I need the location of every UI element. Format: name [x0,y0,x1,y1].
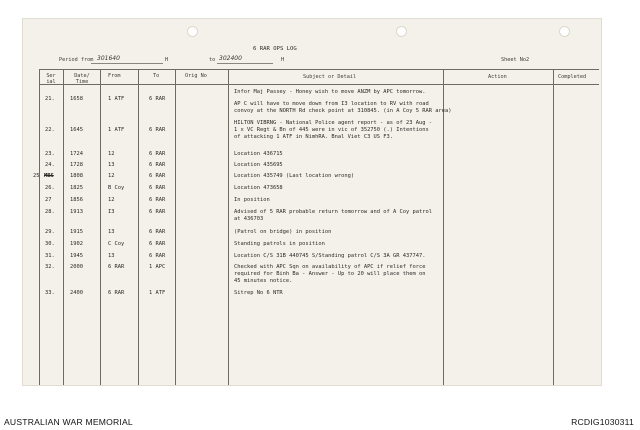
to-cell: 1 ATF [149,290,166,296]
detail-line: convoy at the NORTH Rd check point at 310845. (in A Coy 5 RAR area) [234,108,452,114]
serial-cell: 25 [33,173,40,179]
to-cell: 6 RAR [149,197,166,203]
serial-cell: 32. [45,264,55,270]
serial-cell: 33. [45,290,55,296]
column-header-completed: Completed [558,74,587,80]
period-to-h: H [281,57,285,63]
serial-cell: 28. [45,209,55,215]
unit-title: 6 RAR OPS LOG [253,46,297,52]
detail-line: Infor Maj Passey - Honey wish to move ANZM by APC tomorrow. [234,89,426,95]
to-cell: 6 RAR [149,127,166,133]
serial-cell: 23. [45,151,55,157]
period-to-value: 302400 [219,55,242,62]
log-sheet [22,18,602,386]
column-header-from: From [108,73,121,79]
from-cell: 6 RAR [108,290,125,296]
serial-cell: 29. [45,229,55,235]
detail-line: In position [234,197,270,203]
sheet-number: Sheet No2 [501,57,530,63]
to-cell: 6 RAR [149,229,166,235]
serial-cell: 30. [45,241,55,247]
to-cell: 6 RAR [149,185,166,191]
column-header-to: To [153,73,160,79]
detail-line: Advised of 5 RAR probable return tomorrow and of A Coy patrol [234,209,432,215]
to-cell: 6 RAR [149,162,166,168]
time-cell: 1808 [70,173,83,179]
period-label: Period from [59,57,94,63]
punch-hole [396,26,407,37]
from-cell: 13 [108,229,115,235]
from-cell: 13 [108,162,115,168]
from-cell: 1 ATF [108,127,125,133]
detail-line: (Patrol on bridge) in position [234,229,332,235]
time-cell: 2400 [70,290,83,296]
column-header-date-time: Date/ Time [74,73,90,85]
serial-cell: 21. [45,96,55,102]
serial-struck-cell: MBS [44,173,54,179]
to-cell: 6 RAR [149,209,166,215]
column-header-orig-no: Orig No [185,73,207,79]
detail-line: AP C will have to move down from I3 location to RV with road [234,101,429,107]
archive-reference: RCDIG1030311 [571,417,634,427]
detail-line: at 436703 [234,216,264,222]
detail-line: HILTON VIBRNG - National Police agent report - as of 23 Aug - [234,120,432,126]
column-header-serial: Ser ial [46,73,56,85]
from-cell: 6 RAR [108,264,125,270]
punch-hole [187,26,198,37]
detail-line: required for Binh Ba - Answer - Up to 20 will place them on [234,271,426,277]
time-cell: 1658 [70,96,83,102]
serial-cell: 26. [45,185,55,191]
detail-line: Location 473658 [234,185,283,191]
detail-line: Sitrep No 6 NTR [234,290,283,296]
from-cell: 12 [108,151,115,157]
serial-cell: 27 [45,197,52,203]
detail-line: Standing patrols in position [234,241,325,247]
time-cell: 1825 [70,185,83,191]
serial-cell: 22. [45,127,55,133]
time-cell: 1724 [70,151,83,157]
detail-line: Location C/S 31B 440745 S/Standing patrol C/S 3A GR 437747. [234,253,426,259]
column-header-action: Action [488,74,507,80]
time-cell: 1945 [70,253,83,259]
time-cell: 1902 [70,241,83,247]
from-cell: C Coy [108,241,125,247]
from-cell: B Coy [108,185,125,191]
to-cell: 6 RAR [149,96,166,102]
from-cell: 12 [108,173,115,179]
detail-line: Checked with APC Sqn on availability of APC if relief force [234,264,426,270]
detail-line: Location 435749 (Last location wrong) [234,173,355,179]
to-cell: 6 RAR [149,253,166,259]
from-cell: 13 [108,253,115,259]
serial-cell: 24. [45,162,55,168]
detail-line: Location 436715 [234,151,283,157]
time-cell: 1856 [70,197,83,203]
period-from-h: H [165,57,169,63]
time-cell: 1645 [70,127,83,133]
detail-line: Location 435695 [234,162,283,168]
to-cell: 6 RAR [149,241,166,247]
time-cell: 2000 [70,264,83,270]
detail-line: of attacking 1 ATF in NimhRA. Bnal Viet C3 US F3. [234,134,394,140]
to-cell: 1 APC [149,264,166,270]
punch-hole [559,26,570,37]
period-from-value: 301640 [97,55,120,62]
time-cell: 1915 [70,229,83,235]
from-cell: 1 ATF [108,96,125,102]
to-label: to [209,57,216,63]
time-cell: 1913 [70,209,83,215]
to-cell: 6 RAR [149,151,166,157]
detail-line: 1 x VC Regt & Bn of 445 were in vic of 352750 (.) Intentions [234,127,429,133]
from-cell: I3 [108,209,115,215]
to-cell: 6 RAR [149,173,166,179]
column-header-subject: Subject or Detail [303,74,357,80]
archive-name: AUSTRALIAN WAR MEMORIAL [4,417,133,427]
from-cell: 12 [108,197,115,203]
time-cell: 1728 [70,162,83,168]
detail-line: 45 minutes notice. [234,278,293,284]
serial-cell: 31. [45,253,55,259]
